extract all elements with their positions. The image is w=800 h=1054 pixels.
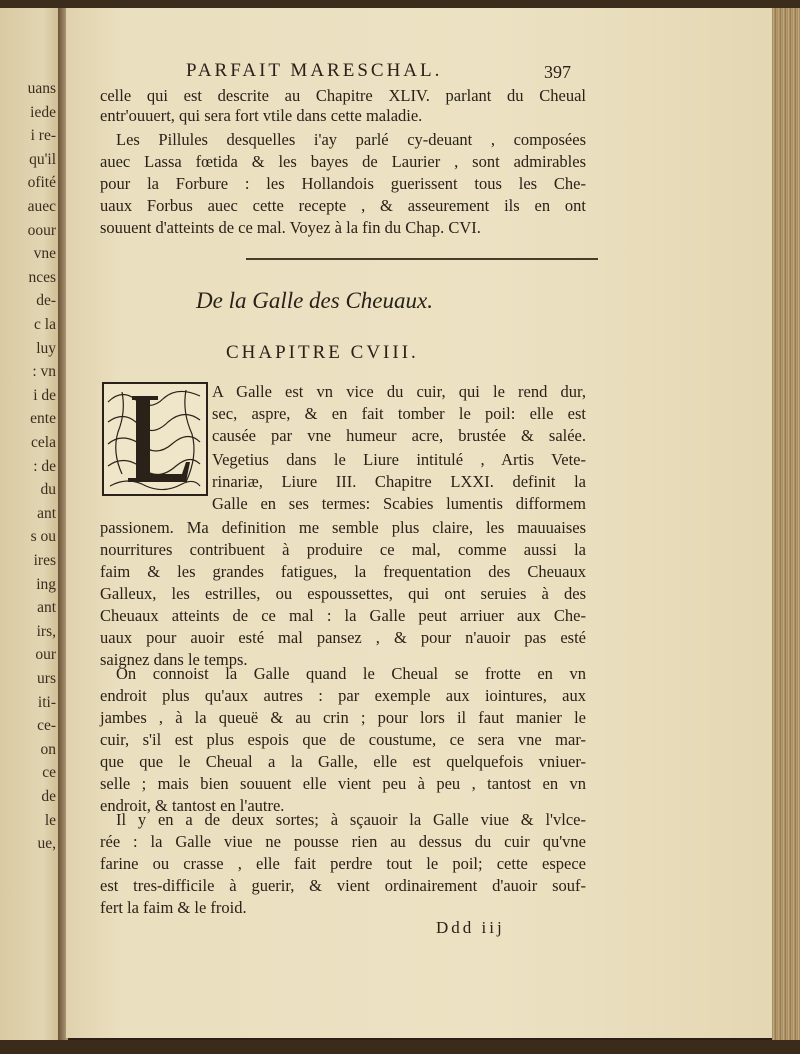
text-line: Galle en ses termes: Scabies lumentis difformem — [212, 494, 586, 513]
left-page-fragment-line: vne — [33, 245, 56, 263]
text-line: rinariæ, Liure III. Chapitre LXXI. definit la — [212, 472, 586, 491]
text-line: saignez dans le temps. — [100, 650, 248, 669]
left-page-fragment-line: iede — [30, 103, 56, 121]
left-page-fragment-line: ires — [33, 552, 56, 569]
left-page-fragment-line: irs, — [36, 622, 56, 640]
text-line: endroit plus qu'aux autres : par exemple aux iointures, aux — [100, 686, 586, 705]
left-page-fragment-line: uans — [27, 80, 56, 97]
left-page-fragment-line: urs — [37, 670, 56, 687]
left-page-fragment-line: nces — [28, 268, 56, 286]
left-page-fragment-line: ant — [37, 504, 56, 522]
text-line: est tres-difficile à guerir, & vient ordinairement d'auoir souf- — [100, 876, 586, 895]
text-line: auec Lassa fœtida & les bayes de Laurier , sont admirables — [100, 152, 586, 171]
left-page-fragment-line: ant — [37, 599, 56, 617]
text-line: faim & les grandes fatigues, la frequentation des Cheuaux — [100, 562, 586, 581]
text-line: Les Pillules desquelles i'ay parlé cy-deuant , composées — [116, 130, 586, 149]
left-page-fragment — [0, 8, 62, 1042]
left-page-fragment-line: : de — [33, 457, 56, 475]
text-line: Galleux, les estrilles, ou espoussettes, qui ont seruies à des — [100, 584, 586, 603]
text-line: Vegetius dans le Liure intitulé , Artis Vete- — [212, 450, 586, 469]
left-page-fragment-line: i de — [33, 386, 56, 404]
text-line: souuent d'atteints de ce mal. Voyez à la fin du Chap. CVI. — [100, 218, 481, 237]
text-line: jambes , à la queuë & au crin ; pour lors il faut manier le — [100, 708, 586, 727]
page-number: 397 — [544, 62, 571, 82]
text-line: pour la Forbure : les Hollandois guerissent tous les Che- — [100, 174, 586, 193]
bottom-page-edge — [0, 1040, 800, 1054]
left-page-fragment-line: s ou — [30, 528, 56, 546]
text-line: uaux pour auoir esté mal pansez , & pour n'auoir pas esté — [100, 628, 586, 647]
text-line: farine ou crasse , elle fait perdre tout le poil; cette espece — [100, 854, 586, 873]
text-line: que que le Cheual a la Galle, elle est quelquefois vniuer- — [100, 752, 586, 771]
text-line: causée par vne humeur acre, brustée & salée. — [212, 426, 586, 445]
left-page-fragment-line: qu'il — [29, 150, 56, 168]
text-line: fert la faim & le froid. — [100, 898, 247, 917]
text-line: Cheuaux atteints de ce mal : la Galle peut arriuer aux Che- — [100, 606, 586, 625]
left-page-fragment-line: ce- — [37, 717, 56, 735]
text-line: nourritures contribuent à produire ce mal, comme aussi la — [100, 540, 586, 559]
text-line: Il y en a de deux sortes; à sçauoir la Galle viue & l'vlce- — [116, 810, 586, 829]
text-line: entr'ouuert, qui sera fort vtile dans cette maladie. — [100, 106, 423, 125]
text-line: sec, aspre, & en fait tomber le poil: elle est — [212, 404, 586, 423]
section-title: De la Galle des Cheuaux. — [196, 288, 433, 313]
left-page-fragment-line: iti- — [37, 693, 56, 711]
right-page-stack-edge — [772, 8, 800, 1042]
left-page-fragment-line: c la — [34, 316, 56, 333]
left-page-fragment-line: on — [40, 740, 56, 758]
text-line: uaux Forbus auec cette recepte , & asseurement ils en ont — [100, 196, 586, 215]
right-page — [66, 8, 774, 1038]
left-page-fragment-line: luy — [36, 339, 56, 357]
left-page-fragment-line: cela — [31, 434, 56, 451]
text-line: selle ; mais bien souuent elle vient peu à peu , tantost en vn — [100, 774, 586, 793]
left-page-fragment-line: i re- — [30, 127, 56, 145]
left-page-fragment-line: ue, — [37, 835, 56, 853]
decorated-initial-letter — [102, 382, 208, 496]
section-divider-rule — [246, 258, 598, 260]
text-line: endroit, & tantost en l'autre. — [100, 796, 285, 815]
left-page-fragment-line: ente — [30, 410, 56, 428]
signature-mark: Ddd iij — [436, 918, 505, 937]
left-page-fragment-line: de- — [36, 292, 56, 310]
running-head: PARFAIT MARESCHAL. — [186, 60, 443, 81]
left-page-fragment-line: le — [44, 811, 56, 829]
text-line: On connoist la Galle quand le Cheual se frotte en vn — [116, 664, 586, 683]
left-page-fragment-line: de — [41, 788, 56, 805]
chapter-heading: CHAPITRE CVIII. — [226, 342, 419, 363]
left-page-fragment-line: ce — [42, 764, 56, 782]
text-line: rée : la Galle viue ne pousse rien au dessus du cuir qu'vne — [100, 832, 586, 851]
text-line: celle qui est descrite au Chapitre XLIV. parlant du Cheual — [100, 86, 586, 105]
left-page-fragment-line: our — [35, 646, 56, 664]
text-line: A Galle est vn vice du cuir, qui le rend dur, — [212, 382, 586, 401]
left-page-fragment-line: ing — [36, 575, 56, 593]
left-page-fragment-line: oour — [27, 221, 56, 239]
text-line: cuir, s'il est plus espois que de coustume, ce sera vne mar- — [100, 730, 586, 749]
left-page-fragment-line: : vn — [32, 363, 56, 381]
left-page-fragment-line: ofité — [27, 174, 56, 192]
text-line: passionem. Ma definition me semble plus claire, les mauuaises — [100, 518, 586, 537]
left-page-fragment-line: auec — [27, 198, 56, 215]
left-page-fragment-line: du — [40, 481, 56, 499]
